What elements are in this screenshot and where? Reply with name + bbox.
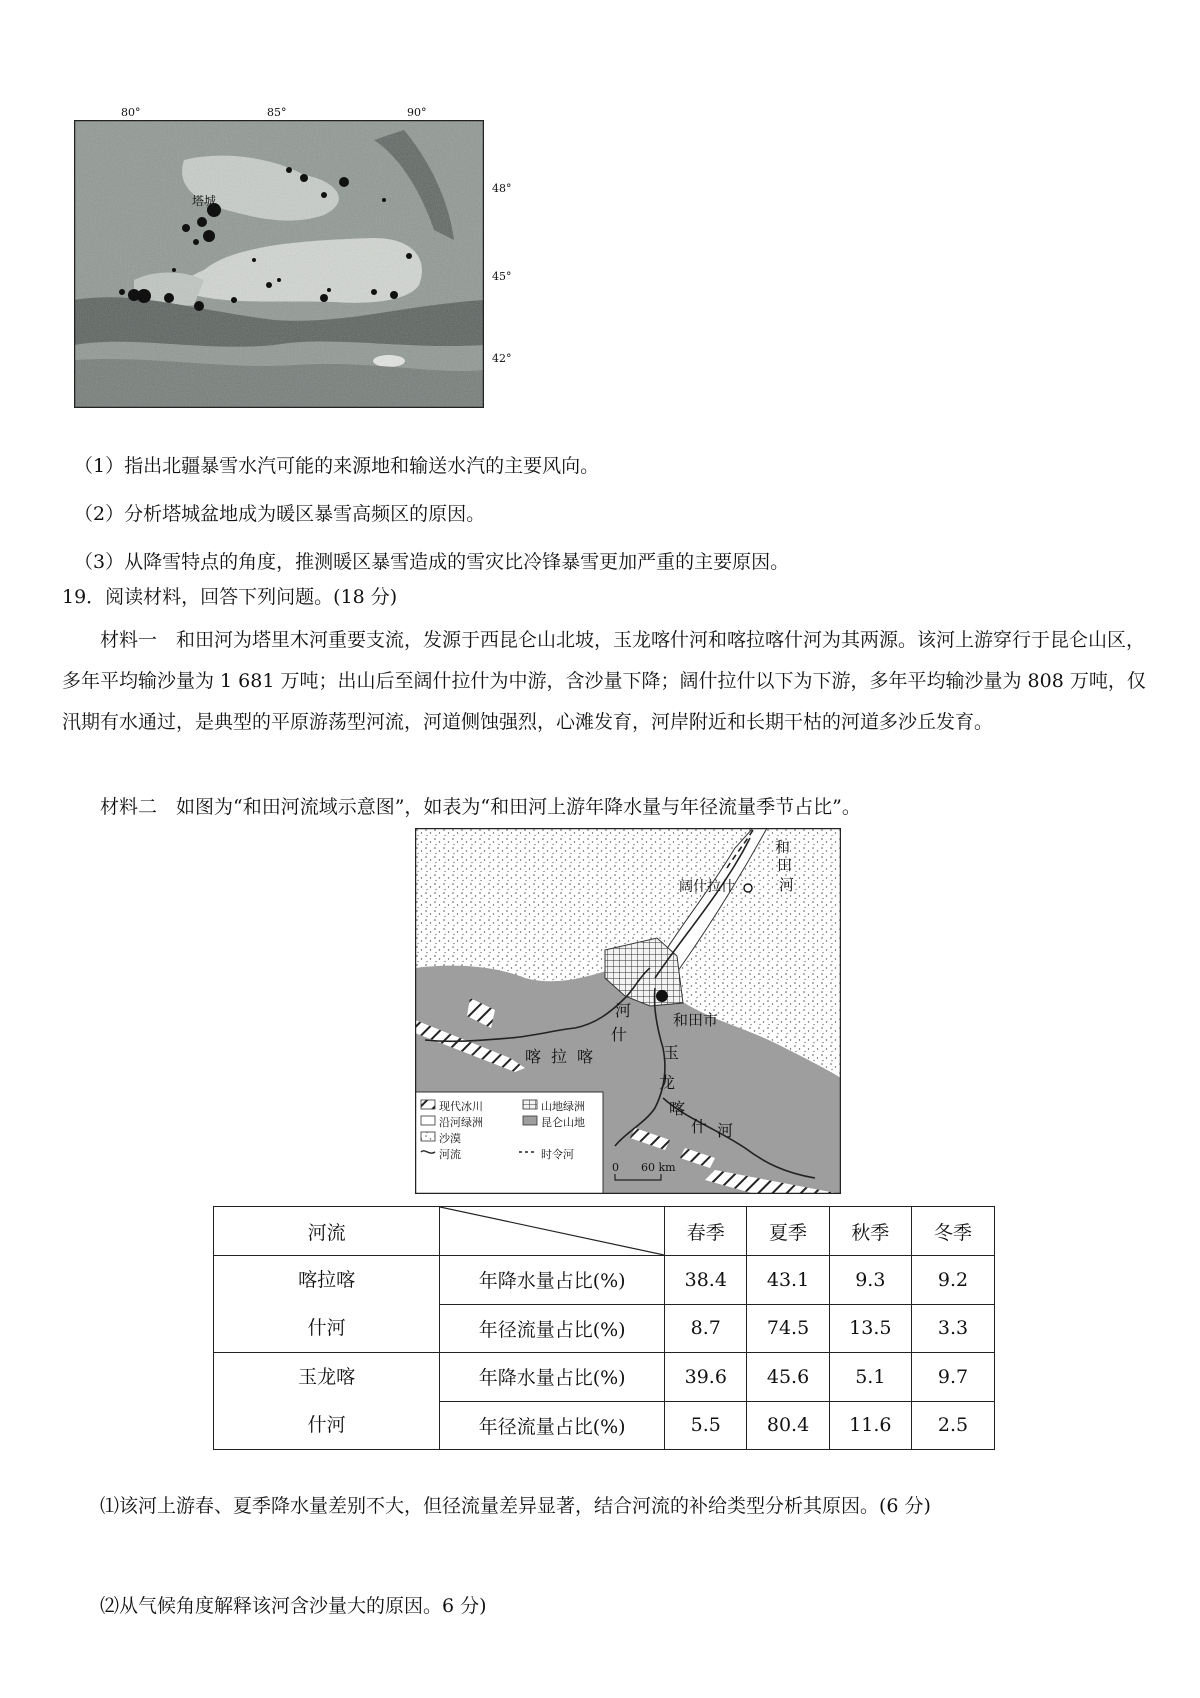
legend-river: 河流 [439, 1148, 461, 1161]
kala-char-4: 什 [611, 1025, 628, 1044]
header-diagonal-cell [440, 1207, 665, 1256]
lon-label-80: 80° [121, 106, 141, 119]
legend-riverside-oasis: 沿河绿洲 [439, 1116, 483, 1129]
lon-label-85: 85° [267, 106, 287, 119]
table-cell: 38.4 [665, 1256, 747, 1305]
header-winter: 冬季 [911, 1207, 994, 1256]
table-row [214, 1256, 995, 1305]
yulong-char-3: 喀 [669, 1099, 686, 1118]
q19-material1: 材料一 和田河为塔里木河重要支流，发源于西昆仑山北坡，玉龙喀什河和喀拉喀什河为其两源。该河上游穿行于昆仑山区，多年平均输沙量为 1 681 万吨；出山后至阔什拉什为中游，含沙量下降；阔什拉什以下为下游，多年平均输沙量为 808 万吨，仅汛期有水通过，是典型的平原游荡型河流，河道侧蚀强烈，心滩发育，河岸附近和长期干枯的河道多沙丘发育。 [62, 629, 1146, 733]
legend-kunlun: 昆仑山地 [541, 1116, 585, 1129]
lat-label-45: 45° [492, 270, 512, 283]
table-cell: 43.1 [747, 1256, 829, 1305]
header-river: 河流 [214, 1207, 440, 1256]
q19-sub-2: ⑵从气候角度解释该河含沙量大的原因。6 分) [100, 1595, 487, 1617]
table-cell: 2.5 [911, 1401, 994, 1450]
lat-label-48: 48° [492, 182, 512, 195]
table-cell: 9.7 [911, 1353, 994, 1402]
q18-item-1: （1）指出北疆暴雪水汽可能的来源地和输送水汽的主要风向。 [74, 455, 600, 477]
scale-zero: 0 [612, 1161, 619, 1174]
legend-desert: 沙漠 [439, 1132, 461, 1145]
kala-char-2: 拉 [551, 1047, 568, 1066]
legend-glacier: 现代冰川 [439, 1100, 483, 1113]
hetian-river-char-2: 田 [777, 856, 793, 874]
kala-char-1: 喀 [525, 1047, 542, 1066]
diagonal-line [440, 1207, 664, 1255]
yulong-char-5: 河 [717, 1121, 734, 1140]
row-label: 年径流量占比(%) [440, 1304, 665, 1353]
lon-label-90: 90° [407, 106, 427, 119]
row-label: 年降水量占比(%) [440, 1353, 665, 1402]
table-cell: 11.6 [829, 1401, 911, 1450]
table-cell: 39.6 [665, 1353, 747, 1402]
hetian-city-label: 和田市 [673, 1011, 719, 1029]
row-label: 年径流量占比(%) [440, 1401, 665, 1450]
table-cell: 5.5 [665, 1401, 747, 1450]
snowstorm-map [74, 106, 512, 408]
river-yulong-line2: 什河 [307, 1414, 346, 1436]
kuoshilashi-label: 阔什拉什 [679, 879, 735, 895]
table-row [214, 1353, 995, 1402]
q19-sub-1: ⑴该河上游春、夏季降水量差别不大，但径流量差异显著，结合河流的补给类型分析其原因。(6 分) [100, 1495, 931, 1517]
header-autumn: 秋季 [829, 1207, 911, 1256]
table-cell: 13.5 [829, 1304, 911, 1353]
header-summer: 夏季 [747, 1207, 829, 1256]
table-cell: 45.6 [747, 1353, 829, 1402]
seasonal-ratio-table [213, 1206, 995, 1450]
river-yulong [214, 1353, 440, 1450]
row-label: 年降水量占比(%) [440, 1256, 665, 1305]
table-cell: 8.7 [665, 1304, 747, 1353]
table-cell: 74.5 [747, 1304, 829, 1353]
table-cell: 9.2 [911, 1256, 994, 1305]
scale-label: 60 km [641, 1161, 676, 1174]
river-kala [214, 1256, 440, 1353]
q19-heading: 19．阅读材料，回答下列问题。(18 分) [62, 586, 398, 608]
table-cell: 80.4 [747, 1401, 829, 1450]
q18-item-3: （3）从降雪特点的角度，推测暖区暴雪造成的雪灾比冷锋暴雪更加严重的主要原因。 [74, 551, 790, 573]
yulong-char-1: 玉 [663, 1043, 680, 1062]
yulong-char-4: 什 [691, 1117, 708, 1136]
table-cell: 3.3 [911, 1304, 994, 1353]
table-cell: 5.1 [829, 1353, 911, 1402]
river-kala-line1: 喀拉喀 [298, 1269, 356, 1291]
hetian-river-char-3: 河 [779, 876, 795, 894]
yulong-char-2: 龙 [659, 1073, 676, 1092]
tacheng-label: 塔城 [192, 194, 217, 208]
table-header-row [214, 1207, 995, 1256]
river-kala-line2: 什河 [307, 1317, 346, 1339]
kala-char-3: 喀 [577, 1047, 594, 1066]
table-cell: 9.3 [829, 1256, 911, 1305]
q19-material2: 材料二 如图为“和田河流域示意图”，如表为“和田河上游年降水量与年径流量季节占比”。 [100, 796, 861, 818]
snowstorm-map-graphic [74, 120, 484, 408]
river-yulong-line1: 玉龙喀 [298, 1366, 356, 1388]
header-spring: 春季 [665, 1207, 747, 1256]
hetian-river-char-1: 和 [775, 838, 791, 856]
legend-seasonal-river: 时令河 [541, 1148, 574, 1161]
legend-mountain-oasis: 山地绿洲 [541, 1100, 585, 1113]
lat-label-42: 42° [492, 352, 512, 365]
kala-char-5: 河 [615, 1001, 632, 1020]
q18-item-2: （2）分析塔城盆地成为暖区暴雪高频区的原因。 [74, 503, 486, 525]
hetian-basin-map [415, 828, 841, 1194]
